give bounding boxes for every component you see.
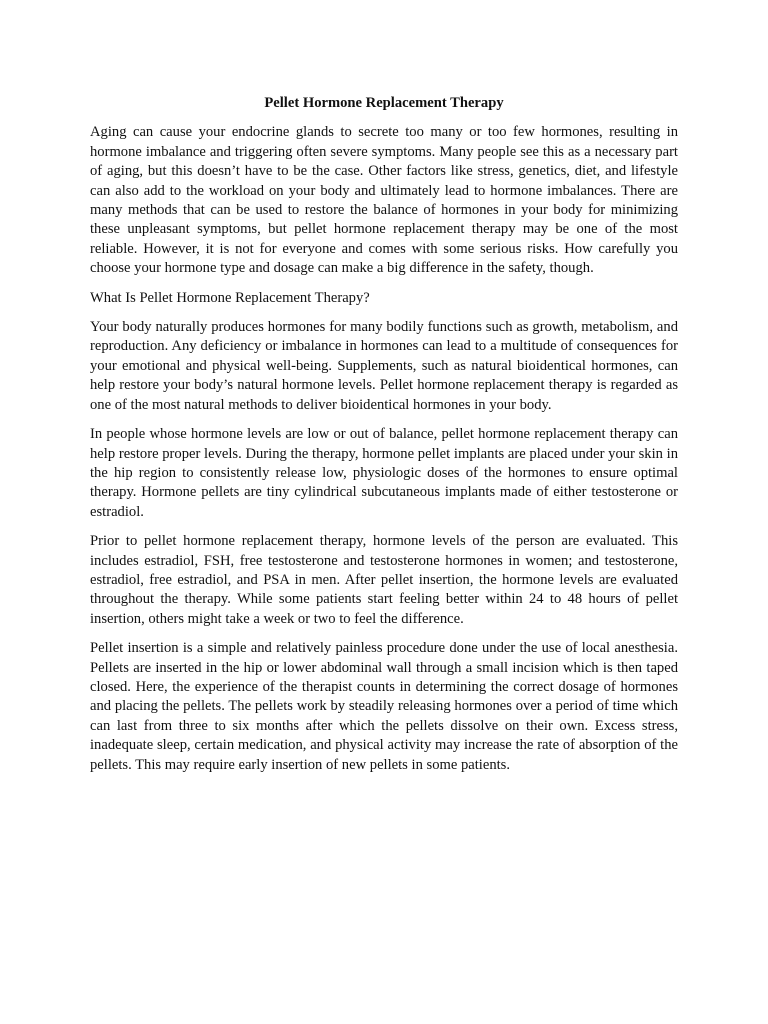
section-heading: What Is Pellet Hormone Replacement Therapy?	[90, 289, 370, 306]
paragraph-intro: Aging can cause your endocrine glands to secrete too many or too few hormones, resulting in hormone imbalance and triggering often severe symptoms. Many people see this as a necessary part of aging, but this doesn’t have to be the case. Other factors like stress, genetics, diet, and lifestyle can also add to the workload on your body and ultimately lead to hormone imbalances. There are many methods that can be used to restore the balance of hormones in your body for minimizing these unpleasant symptoms, but pellet hormone replacement therapy may be one of the most reliable. However, it is not for everyone and comes with some serious risks. How carefully you choose your hormone type and dosage can make a big difference in the safety, though.	[90, 124, 678, 277]
paragraph-insertion: Pellet insertion is a simple and relatively painless procedure done under the use of local anesthesia. Pellets are inserted in the hip or lower abdominal wall through a small incision which is then taped closed. Here, the experience of the therapist counts in determining the correct dosage of hormones and placing the pellets. The pellets work by steadily releasing hormones over a period of time which can last from three to six months after which the pellets dissolve on their own. Excess stress, inadequate sleep, certain medication, and physical activity may increase the rate of absorption of the pellets. This may require early insertion of new pellets in some patients.	[90, 640, 678, 773]
paragraph-restore-levels: In people whose hormone levels are low or out of balance, pellet hormone replacement therapy can help restore proper levels. During the therapy, hormone pellet implants are placed under your skin in the hip region to consistently release low, physiologic doses of the hormones to ensure optimal therapy. Hormone pellets are tiny cylindrical subcutaneous implants made of either testosterone or estradiol.	[90, 426, 678, 520]
paragraph-body-natural: Your body naturally produces hormones for many bodily functions such as growth, metabolism, and reproduction. Any deficiency or imbalance in hormones can lead to a multitude of consequences for your emotional and physical well-being. Supplements, such as natural bioidentical hormones, can help restore your body’s natural hormone levels. Pellet hormone replacement therapy is regarded as one of the most natural methods to deliver bioidentical hormones in your body.	[90, 319, 678, 413]
document-title: Pellet Hormone Replacement Therapy	[264, 95, 504, 111]
paragraph-evaluation: Prior to pellet hormone replacement therapy, hormone levels of the person are evaluated. This includes estradiol, FSH, free testosterone and testosterone hormones in women; and testosterone, estradiol, free estradiol, and PSA in men. After pellet insertion, the hormone levels are evaluated throughout the therapy. While some patients start feeling better within 24 to 48 hours of pellet insertion, others might take a week or two to feel the difference.	[90, 533, 678, 627]
document-page	[90, 94, 678, 785]
